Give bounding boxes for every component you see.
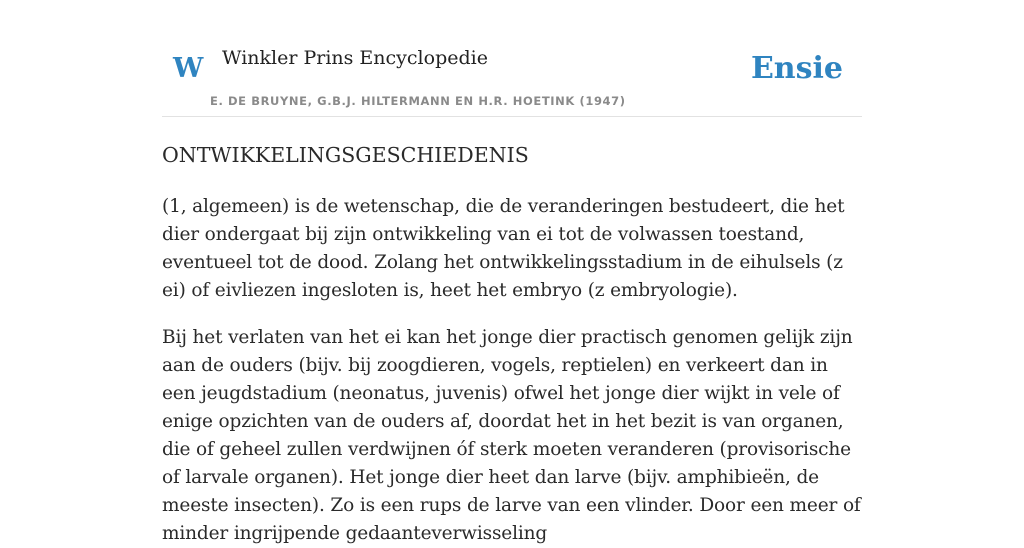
article-headword: ONTWIKKELINGSGESCHIEDENIS	[162, 143, 529, 167]
article	[162, 140, 862, 548]
source-title[interactable]: Winkler Prins Encyclopedie	[222, 47, 488, 69]
article-paragraph: (1, algemeen) is de wetenschap, die de veranderingen bestudeert, die het dier ondergaat bij zijn ontwikkeling van ei tot de volwassen toestand, eventueel tot de dood. Zolang het ontwikkelingsstadium in de eihulsels (z ei) of eivliezen ingesloten is, heet het embryo (z embryologie).	[162, 196, 845, 301]
source-authors: E. DE BRUYNE, G.B.J. HILTERMANN EN H.R. HOETINK (1947)	[210, 94, 626, 108]
article-paragraph: Bij het verlaten van het ei kan het jonge dier practisch genomen gelijk zijn aan de ouders (bijv. bij zoogdieren, vogels, reptielen) en verkeert dan in een jeugdstadium (neonatus, juvenis) ofwel het jonge dier wijkt in vele of enige opzichten van de ouders af, doordat het in het bezit is van organen, die of geheel zullen verdwijnen óf sterk moeten veranderen (provisorische of larvale organen). Het jonge dier heet dan larve (bijv. amphibieën, de meeste insecten). Zo is een rups de larve van een vlinder. Door een meer of minder ingrijpende gedaanteverwisseling	[162, 327, 861, 544]
source-header	[162, 0, 862, 117]
brand-logo-link[interactable]: Ensie	[750, 51, 843, 86]
source-logo: W	[173, 53, 204, 84]
